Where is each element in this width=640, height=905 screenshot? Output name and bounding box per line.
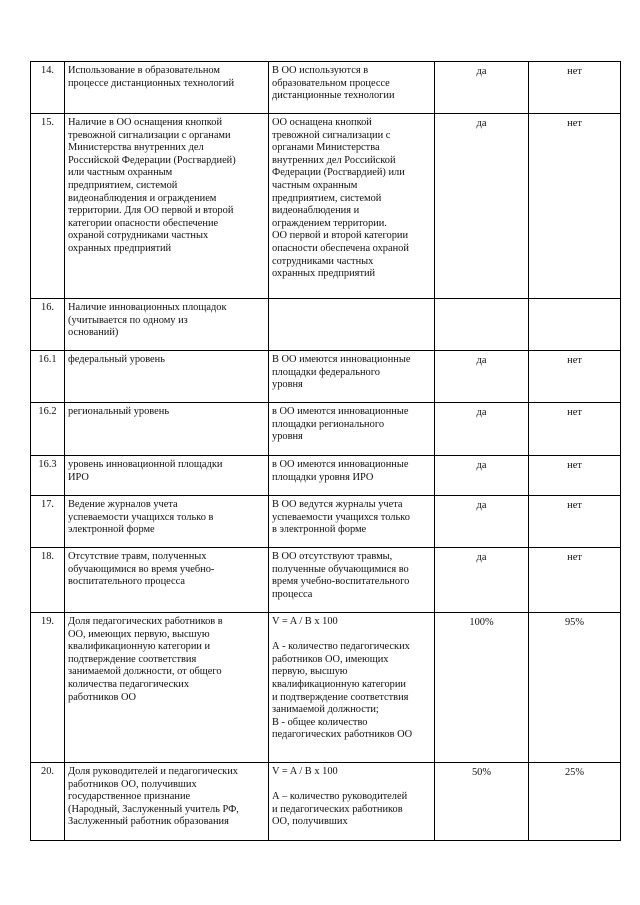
- indicator-cell: V = A / B x 100 А – количество руководителей и педагогических работников ОО, получивших: [269, 763, 435, 841]
- value-yes-cell: 50%: [435, 763, 529, 841]
- row-number: 16.1: [31, 351, 65, 403]
- indicator-cell: В ОО имеются инновационные площадки федерального уровня: [269, 351, 435, 403]
- row-number: 16.3: [31, 456, 65, 496]
- table-row: [31, 496, 621, 548]
- indicator-cell: [269, 299, 435, 351]
- table-row: [31, 548, 621, 613]
- value-yes-cell: да: [435, 456, 529, 496]
- criterion-cell: Наличие инновационных площадок (учитывается по одному из оснований): [65, 299, 269, 351]
- table-row: [31, 351, 621, 403]
- indicator-cell: ОО оснащена кнопкой тревожной сигнализации с органами Министерства внутренних дел Российской Федерации (Росгвардией) или частным охранным предприятием, системой видеонаблюдения и ограждением территории. ОО первой и второй категории опасности обеспечена охраной сотрудниками частных охранных предприятий: [269, 114, 435, 299]
- value-yes-cell: да: [435, 548, 529, 613]
- criterion-cell: Наличие в ОО оснащения кнопкой тревожной сигнализации с органами Министерства внутренних дел Российской Федерации (Росгвардией) или частным охранным предприятием, системой видеонаблюдения и ограждением территории. Для ОО первой и второй категории опасности обеспечение охраной сотрудниками частных охранных предприятий: [65, 114, 269, 299]
- indicator-cell: В ОО отсутствуют травмы, полученные обучающимися во время учебно-воспитательного процесса: [269, 548, 435, 613]
- criterion-cell: Доля руководителей и педагогических работников ОО, получивших государственное признание (Народный, Заслуженный учитель РФ, Заслуженный работник образования: [65, 763, 269, 841]
- indicator-cell: V = A / B x 100 А - количество педагогических работников ОО, имеющих первую, высшую квалификационную категории и подтверждение соответствия занимаемой должности; В - общее количество педагогических работников ОО: [269, 613, 435, 763]
- table-row: [31, 456, 621, 496]
- row-number: 18.: [31, 548, 65, 613]
- value-yes-cell: да: [435, 114, 529, 299]
- value-no-cell: [529, 299, 621, 351]
- row-number: 20.: [31, 763, 65, 841]
- criterion-cell: Ведение журналов учета успеваемости учащихся только в электронной форме: [65, 496, 269, 548]
- row-number: 14.: [31, 62, 65, 114]
- criterion-cell: уровень инновационной площадки ИРО: [65, 456, 269, 496]
- criterion-cell: федеральный уровень: [65, 351, 269, 403]
- criterion-cell: Отсутствие травм, полученных обучающимися во время учебно- воспитательного процесса: [65, 548, 269, 613]
- value-yes-cell: 100%: [435, 613, 529, 763]
- table-row: [31, 299, 621, 351]
- indicator-cell: В ОО используются в образовательном процессе дистанционные технологии: [269, 62, 435, 114]
- value-yes-cell: да: [435, 403, 529, 456]
- value-no-cell: нет: [529, 548, 621, 613]
- indicator-cell: В ОО ведутся журналы учета успеваемости учащихся только в электронной форме: [269, 496, 435, 548]
- row-number: 16.: [31, 299, 65, 351]
- table-row: [31, 763, 621, 841]
- value-no-cell: нет: [529, 456, 621, 496]
- value-yes-cell: да: [435, 496, 529, 548]
- row-number: 15.: [31, 114, 65, 299]
- row-number: 19.: [31, 613, 65, 763]
- criterion-cell: Использование в образовательном процессе дистанционных технологий: [65, 62, 269, 114]
- value-yes-cell: да: [435, 62, 529, 114]
- table-row: [31, 62, 621, 114]
- value-no-cell: 95%: [529, 613, 621, 763]
- value-no-cell: 25%: [529, 763, 621, 841]
- row-number: 16.2: [31, 403, 65, 456]
- value-no-cell: нет: [529, 403, 621, 456]
- criterion-cell: Доля педагогических работников в ОО, имеющих первую, высшую квалификационную категории и подтверждение соответствия занимаемой должности, от общего количества педагогических работников ОО: [65, 613, 269, 763]
- criterion-cell: региональный уровень: [65, 403, 269, 456]
- value-yes-cell: [435, 299, 529, 351]
- value-no-cell: нет: [529, 496, 621, 548]
- row-number: 17.: [31, 496, 65, 548]
- table-row: [31, 114, 621, 299]
- table-row: [31, 613, 621, 763]
- value-yes-cell: да: [435, 351, 529, 403]
- value-no-cell: нет: [529, 351, 621, 403]
- indicator-cell: в ОО имеются инновационные площадки регионального уровня: [269, 403, 435, 456]
- table-row: [31, 403, 621, 456]
- value-no-cell: нет: [529, 114, 621, 299]
- document-page: [30, 61, 621, 841]
- criteria-table: [30, 61, 621, 841]
- indicator-cell: в ОО имеются инновационные площадки уровня ИРО: [269, 456, 435, 496]
- value-no-cell: нет: [529, 62, 621, 114]
